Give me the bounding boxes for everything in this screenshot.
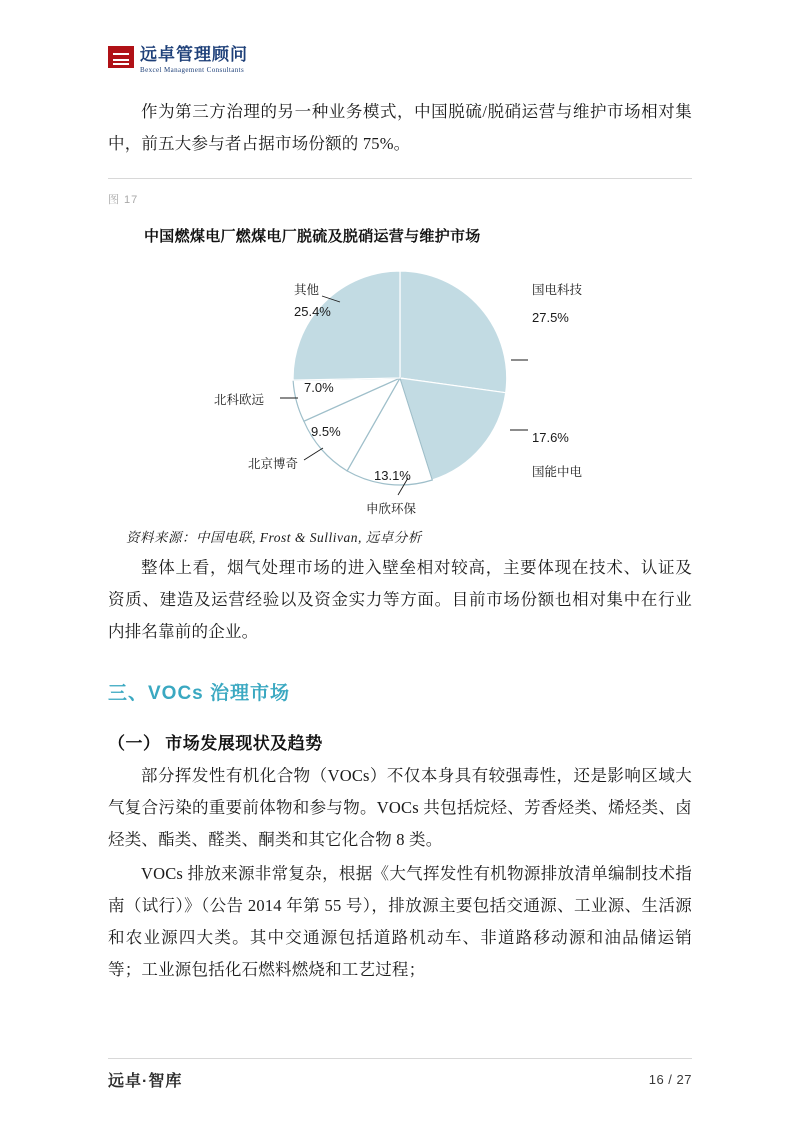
logo-chinese-name: 远卓管理顾问 <box>140 45 248 64</box>
footer-divider <box>108 1058 692 1059</box>
figure-title: 中国燃煤电厂燃煤电厂脱硫及脱硝运营与维护市场 <box>144 229 481 245</box>
footer-page-number: 16 / 27 <box>648 1072 692 1087</box>
pie-slice-guodian <box>400 271 507 393</box>
pie-chart <box>108 252 692 520</box>
paragraph-1: 作为第三方治理的另一种业务模式，中国脱硫/脱硝运营与维护市场相对集中，前五大参与者占据市场份额的 75%。 <box>108 102 692 153</box>
pie-label-guodian: 国电科技 <box>532 283 583 297</box>
pie-value-guodian: 27.5% <box>532 310 569 325</box>
logo-mark-icon <box>108 46 134 68</box>
subsection-heading-one: （一） 市场发展现状及趋势 <box>108 734 323 753</box>
figure-label: 图 17 <box>108 194 139 206</box>
company-logo <box>108 46 248 74</box>
pie-value-others: 25.4% <box>294 304 331 319</box>
pie-value-guoneng: 17.6% <box>532 430 569 445</box>
logo-english-name: Bexcel Management Consultants <box>140 66 245 74</box>
paragraph-4: VOCs 排放来源非常复杂，根据《大气挥发性有机物源排放清单编制技术指南（试行）》（公告 2014 年第 55 号），排放源主要包括交通源、工业源、生活源和农业源四大类。其中交通源包括道路机动车、非道路移动源和油品储运销等；工业源包括化石燃料燃烧和工艺过程； <box>108 864 692 979</box>
pie-label-others: 其他 <box>294 283 320 297</box>
figure-source: 资料来源：中国电联, Frost & Sullivan, 远卓分析 <box>126 530 422 545</box>
pie-label-shenxin: 申欣环保 <box>366 502 417 516</box>
footer-brand: 远卓·智库 <box>108 1073 183 1090</box>
divider-top <box>108 178 692 179</box>
leader-line-boqi <box>304 448 323 460</box>
pie-label-guoneng: 国能中电 <box>532 465 583 479</box>
document-content <box>108 96 692 988</box>
paragraph-2: 整体上看，烟气处理市场的进入壁垒相对较高，主要体现在技术、认证及资质、建造及运营经验以及资金实力等方面。目前市场份额也相对集中在行业内排名靠前的企业。 <box>108 558 692 641</box>
pie-value-shenxin: 13.1% <box>374 468 411 483</box>
pie-value-beike: 7.0% <box>304 380 334 395</box>
pie-value-boqi: 9.5% <box>311 424 341 439</box>
section-heading-three: 三、VOCs 治理市场 <box>108 683 291 704</box>
paragraph-3: 部分挥发性有机化合物（VOCs）不仅本身具有较强毒性，还是影响区域大气复合污染的重要前体物和参与物。VOCs 共包括烷烃、芳香烃类、烯烃类、卤烃类、酯类、醛类、酮类和其它化合物 8 类。 <box>108 766 692 849</box>
pie-label-boqi: 北京博奇 <box>248 457 299 471</box>
pie-label-beike: 北科欧远 <box>214 393 265 407</box>
